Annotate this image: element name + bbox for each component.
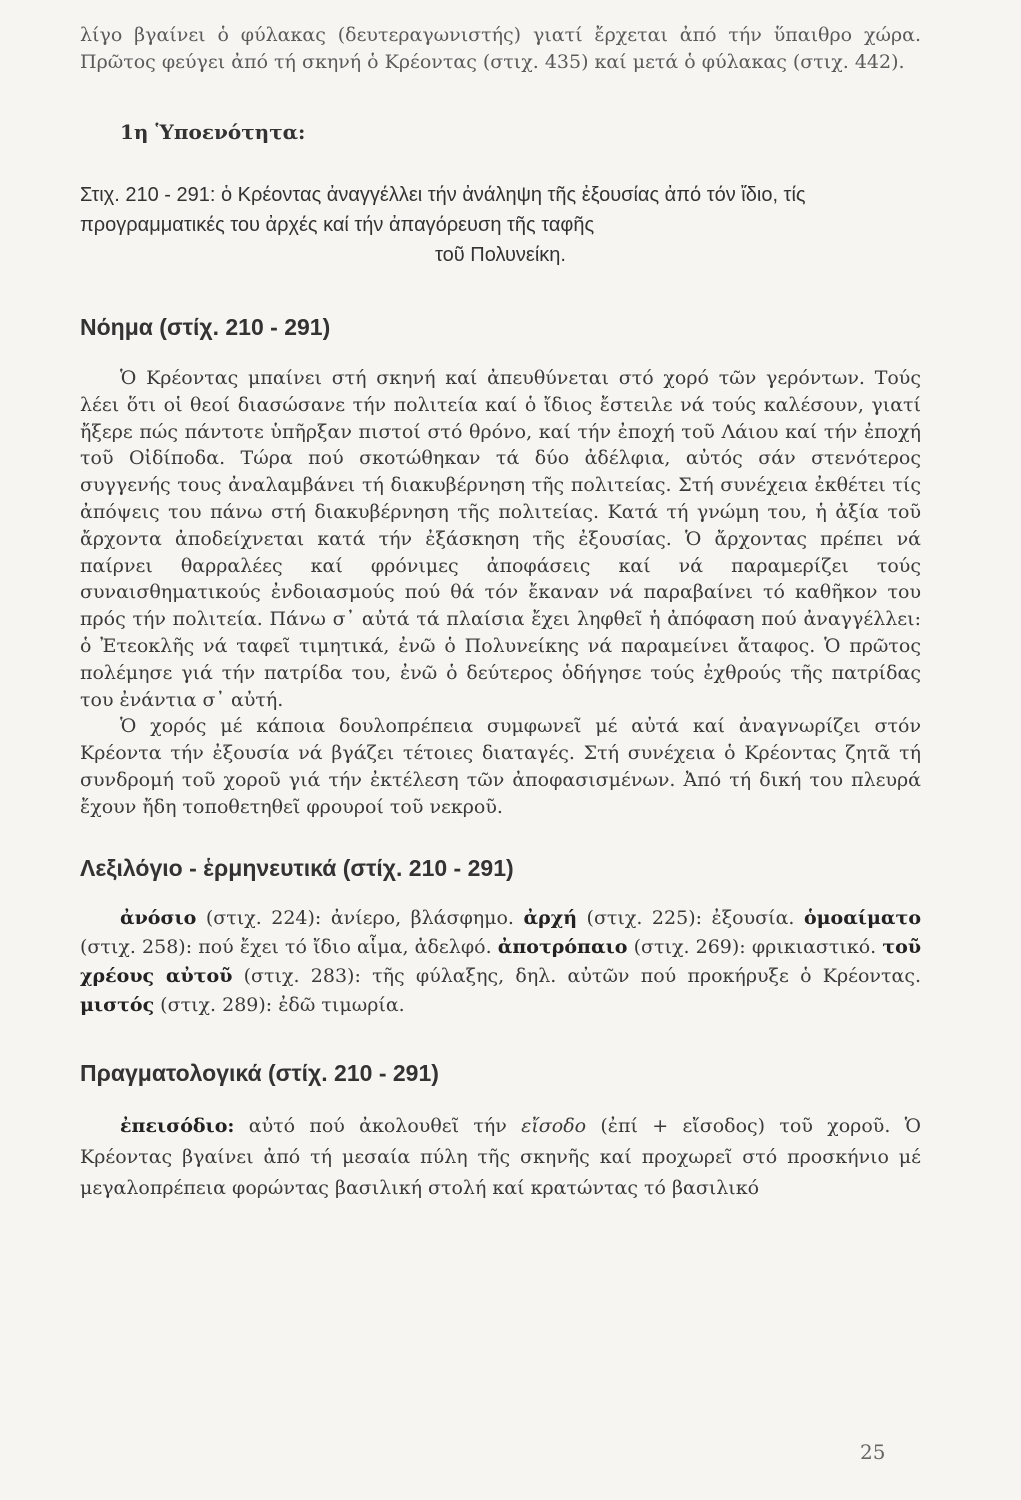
facts-heading: Πραγματολογικά (στίχ. 210 - 291) bbox=[80, 1059, 439, 1086]
meaning-heading: Νόημα (στίχ. 210 - 291) bbox=[80, 314, 331, 340]
intro-paragraph: λίγο βγαίνει ὁ φύλακας (δευτεραγωνιστής) γιατί ἔρχεται ἀπό τήν ὕπαιθρο χώρα. Πρῶτος φεύγει ἀπό τή σκηνή ὁ Κρέοντας (στιχ. 435) καί μετά ὁ φύλακας (στιχ. 442). bbox=[80, 24, 921, 73]
facts-paragraph bbox=[80, 1111, 921, 1204]
lexicon-term: ὁμοαίματο bbox=[803, 906, 921, 929]
lexicon-term: μιστός bbox=[80, 993, 155, 1016]
lexicon-term: ἀνόσιο bbox=[120, 906, 197, 929]
lexicon-definition: (στιχ. 283): τῆς φύλαξης, δηλ. αὐτῶν πού προκήρυξε ὁ Κρέοντας. bbox=[232, 964, 921, 987]
summary-line-1: Στιχ. 210 - 291: ὁ Κρέοντας ἀναγγέλλει τήν ἀνάληψη τῆς ἐξουσίας ἀπό τόν ἴδιο, τίς προγραμματικές του ἀρχές καί τήν ἀπαγόρευση τῆς ταφῆς bbox=[80, 184, 806, 236]
facts-italic-word: εἴσοδο bbox=[521, 1114, 587, 1137]
lexicon-definition: (στιχ. 224): ἀνίερο, βλάσφημο. bbox=[196, 906, 524, 929]
lexicon-definition: (στιχ. 269): φρικιαστικό. bbox=[627, 935, 883, 958]
subsection-title: 1η Ὑποενότητα: bbox=[120, 120, 306, 144]
lexicon-paragraph bbox=[80, 904, 921, 1020]
meaning-paragraph-1: Ὁ Κρέοντας μπαίνει στή σκηνή καί ἀπευθύνεται στό χορό τῶν γερόντων. Τούς λέει ὅτι οἱ θεοί διασώσανε τήν πολιτεία καί ὁ ἴδιος ἔστειλε νά τούς καλέσουν, γιατί ἤξερε πώς πάντοτε ὑπῆρξαν πιστοί στό θρόνο, καί τήν ἐποχή τοῦ Λάιου καί τήν ἐποχή τοῦ Οἰδίποδα. Τώρα πού σκοτώθηκαν τά δύο ἀδέλφια, αὐτός σάν στενότερος συγγενής τους ἀναλαμβάνει τή διακυβέρνηση τῆς πολιτείας. Στή συνέχεια ἐκθέτει τίς ἀπόψεις του πάνω στή διακυβέρνηση τῆς πολιτείας. Κατά τή γνώμη του, ἡ ἀξία τοῦ ἄρχοντα ἀποδείχνεται κατά τήν ἐξάσκηση τῆς ἐξουσίας. Ὁ ἄρχοντας πρέπει νά παίρνει θαρραλέες καί φρόνιμες ἀποφάσεις καί νά παραμερίζει τούς συναισθηματικούς ἐνδοιασμούς πού θά τόν ἔκαναν νά παραβαίνει τό καθῆκον του πρός τήν πολιτεία. Πάνω σ᾽ αὐτά τά πλαίσια ἔχει ληφθεῖ ἡ ἀπόφαση πού ἀναγγέλλει: ὁ Ἐτεοκλῆς νά ταφεῖ τιμητικά, ἐνῶ ὁ Πολυνείκης νά παραμείνει ἄταφος. Ὁ πρῶτος πολέμησε γιά τήν πατρίδα του, ἐνῶ ὁ δεύτερος ὁδήγησε τούς ἐχθρούς τῆς πατρίδας του ἐνάντια σ᾽ αὐτή. bbox=[80, 367, 921, 711]
lexicon-definition: (στιχ. 289): ἐδῶ τιμωρία. bbox=[154, 993, 405, 1016]
lexicon-term: τοῦ χρέους αὐτοῦ bbox=[80, 935, 921, 987]
lexicon-term: ἀρχή bbox=[523, 906, 578, 929]
subsection-summary bbox=[80, 180, 921, 270]
lexicon-definition: (στιχ. 225): ἐξουσία. bbox=[577, 906, 804, 929]
lexicon-heading: Λεξιλόγιο - ἑρμηνευτικά (στίχ. 210 - 291) bbox=[80, 854, 514, 881]
facts-term: ἐπεισόδιο: bbox=[120, 1114, 235, 1137]
facts-text: (ἐπί + εἴσοδος) τοῦ χοροῦ. Ὁ Κρέοντας βγαίνει ἀπό τή μεσαία πύλη τῆς σκηνῆς καί προχωρεῖ στό προσκήνιο μέ μεγαλοπρέπεια φορώντας βασιλική στολή καί κρατώντας τό βασιλικό bbox=[80, 1114, 921, 1199]
lexicon-term: ἀποτρόπαιο bbox=[497, 935, 628, 958]
summary-line-2: τοῦ Πολυνείκη. bbox=[435, 244, 566, 266]
lexicon-definition: (στιχ. 258): πού ἔχει τό ἴδιο αἷμα, ἀδελφό. bbox=[80, 935, 498, 958]
meaning-paragraph-2: Ὁ χορός μέ κάποια δουλοπρέπεια συμφωνεῖ μέ αὐτά καί ἀναγνωρίζει στόν Κρέοντα τήν ἐξουσία νά βγάζει τέτοιες διαταγές. Στή συνέχεια ὁ Κρέοντας ζητᾶ τή συνδρομή τοῦ χοροῦ γιά τήν ἐκτέλεση τῶν ἀποφασισμένων. Ἀπό τή δική του πλευρά ἔχουν ἤδη τοποθετηθεῖ φρουροί τοῦ νεκροῦ. bbox=[80, 715, 921, 818]
page-number: 25 bbox=[860, 1440, 886, 1464]
facts-text: αὐτό πού ἀκολουθεῖ τήν bbox=[234, 1114, 522, 1137]
